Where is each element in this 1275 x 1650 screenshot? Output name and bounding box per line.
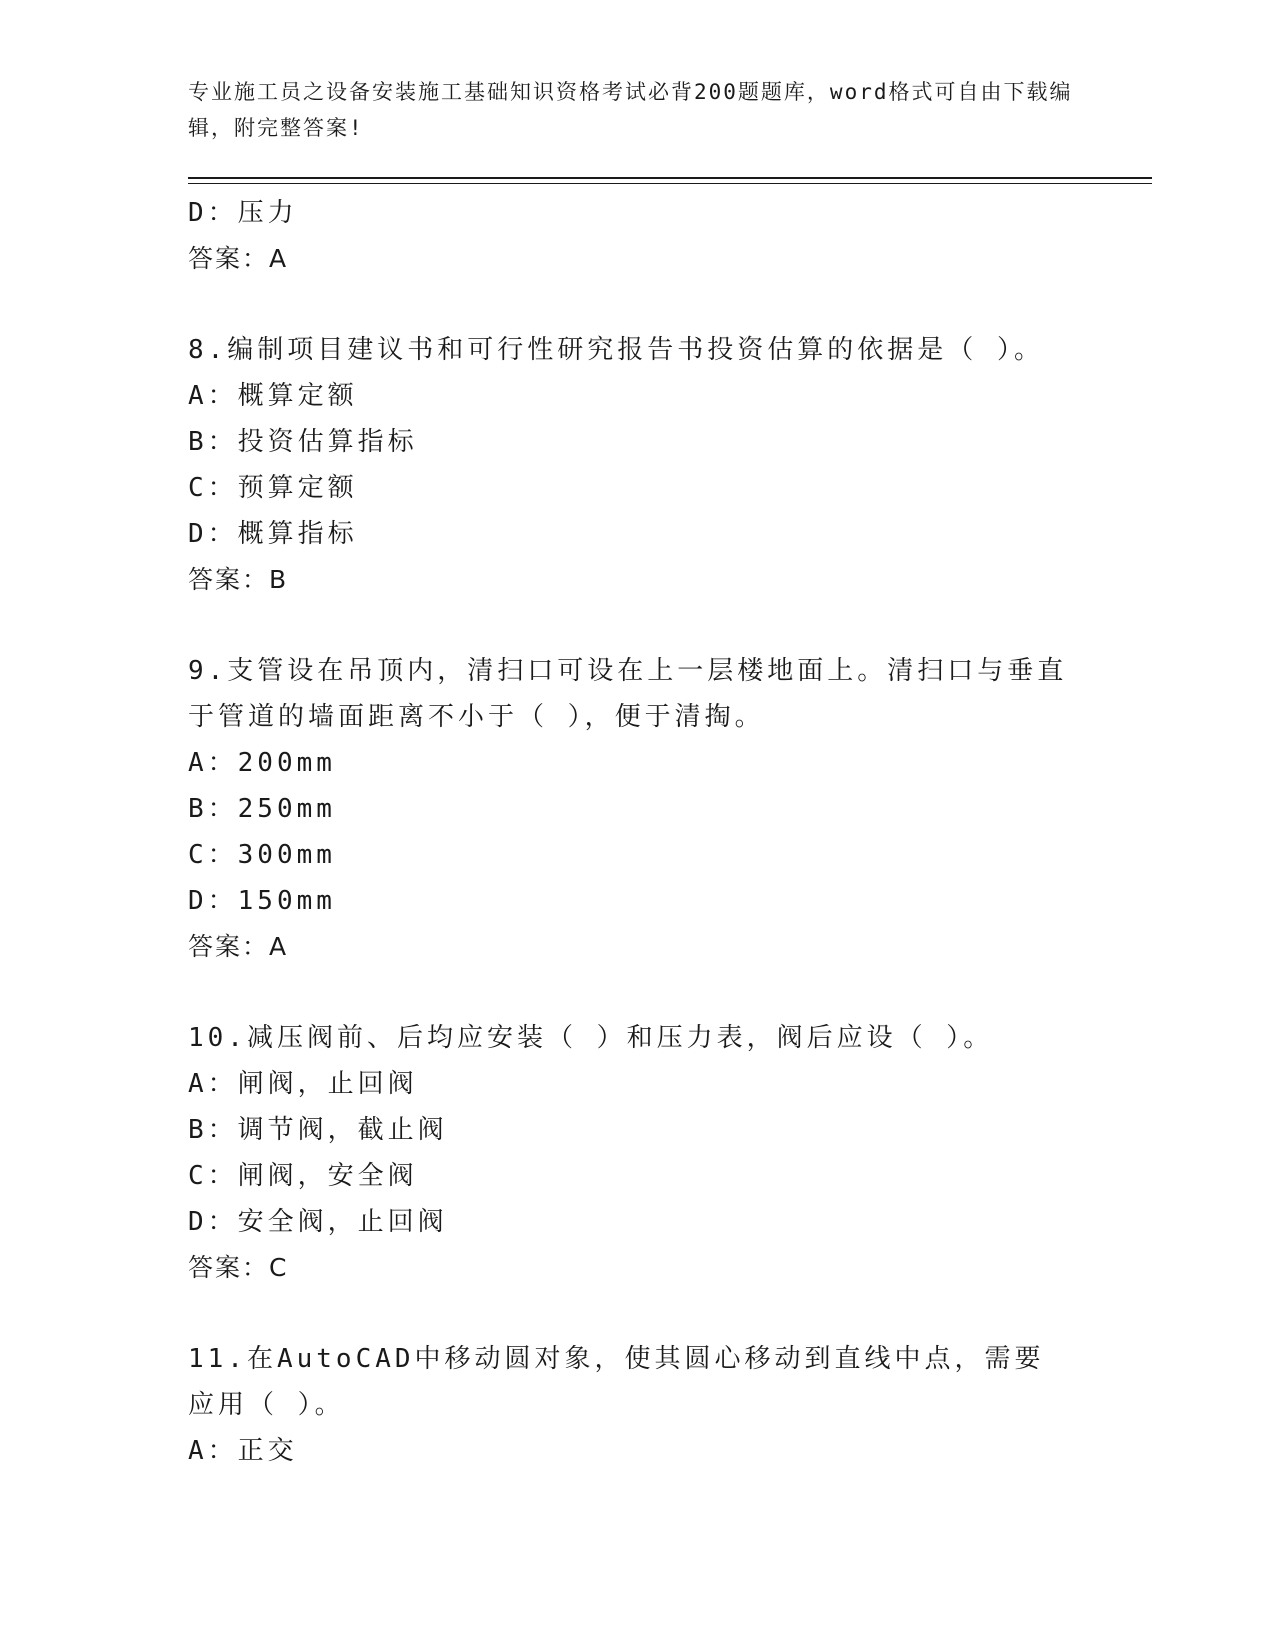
question-9 xyxy=(188,648,1088,970)
question-11 xyxy=(188,1336,1088,1474)
option-d: D：压力 xyxy=(188,198,298,228)
document-body xyxy=(188,190,1088,1474)
option-d: D：150mm xyxy=(188,886,336,916)
option-b: B：250mm xyxy=(188,794,336,824)
option-b: B：投资估算指标 xyxy=(188,427,418,457)
header-divider xyxy=(188,177,1152,179)
question-text: 9.支管设在吊顶内，清扫口可设在上一层楼地面上。清扫口与垂直于管道的墙面距离不小于（ ），便于清掏。 xyxy=(188,656,1068,732)
document-header: 专业施工员之设备安装施工基础知识资格考试必背200题题库，word格式可自由下载编辑，附完整答案! xyxy=(188,80,1073,140)
option-c: C：300mm xyxy=(188,840,336,870)
option-a: A：正交 xyxy=(188,1436,298,1466)
answer-line: 答案：B xyxy=(188,565,289,594)
option-a: A：概算定额 xyxy=(188,381,358,411)
option-d: D：概算指标 xyxy=(188,519,358,549)
option-c: C：预算定额 xyxy=(188,473,358,503)
option-c: C：闸阀，安全阀 xyxy=(188,1161,418,1191)
question-text: 8.编制项目建议书和可行性研究报告书投资估算的依据是（ ）。 xyxy=(188,335,1044,365)
question-10 xyxy=(188,1015,1088,1291)
question-8 xyxy=(188,327,1088,603)
question-text: 11.在AutoCAD中移动圆对象，使其圆心移动到直线中点，需要应用（ ）。 xyxy=(188,1344,1045,1420)
option-a: A：200mm xyxy=(188,748,336,778)
header-divider-thin xyxy=(188,183,1152,184)
option-b: B：调节阀，截止阀 xyxy=(188,1115,448,1145)
answer-line: 答案：A xyxy=(188,932,289,961)
option-a: A：闸阀，止回阀 xyxy=(188,1069,418,1099)
answer-line: 答案：A xyxy=(188,244,289,273)
question-text: 10.减压阀前、后均应安装（ ）和压力表，阀后应设（ ）。 xyxy=(188,1023,994,1053)
option-d: D：安全阀，止回阀 xyxy=(188,1207,448,1237)
answer-line: 答案：C xyxy=(188,1253,289,1282)
